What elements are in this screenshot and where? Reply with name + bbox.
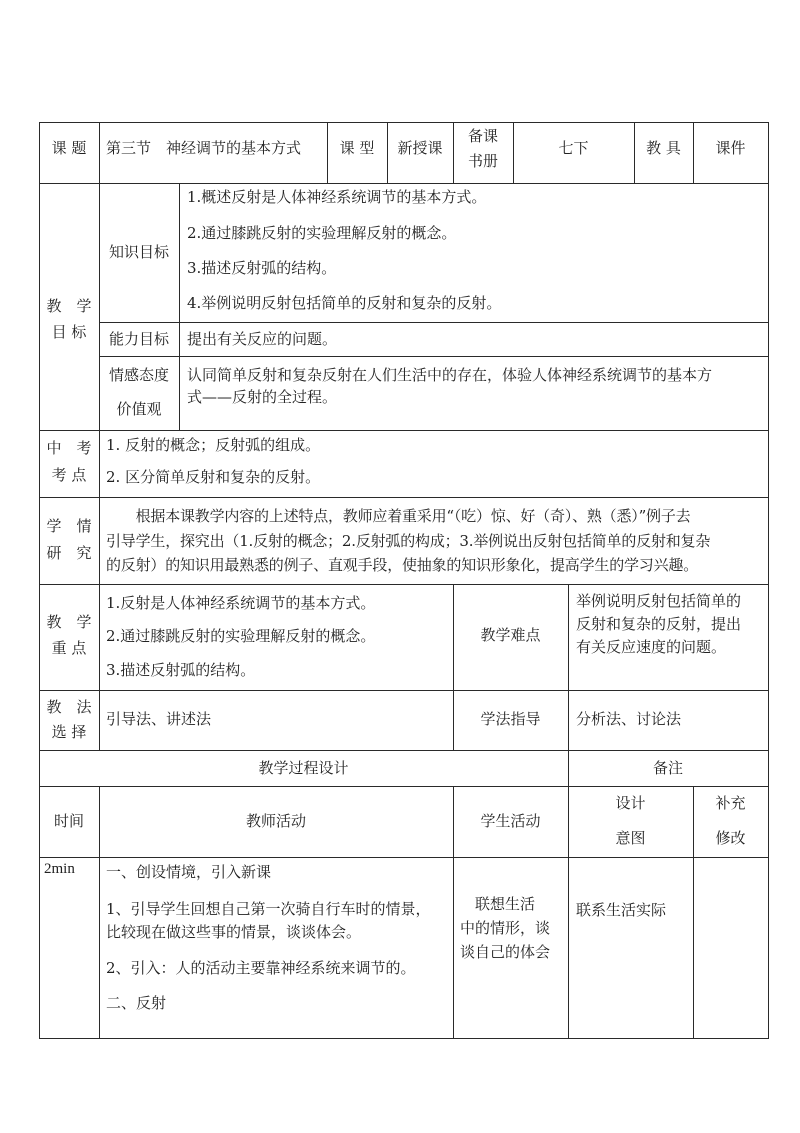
study-text: 根据本课教学内容的上述特点，教师应着重采用“（吃）惊、好（奇）、熟（悉）”例子去 bbox=[106, 507, 691, 525]
table-line bbox=[39, 1038, 769, 1039]
study-label: 研 究 bbox=[46, 544, 92, 562]
col-time: 时间 bbox=[53, 812, 84, 830]
kexing-label: 课 型 bbox=[339, 139, 375, 157]
teacher-activity: 二、反射 bbox=[106, 994, 167, 1012]
process-title: 教学过程设计 bbox=[258, 759, 349, 777]
knowledge-item: 3.描述反射弧的结构。 bbox=[187, 259, 337, 277]
knowledge-item: 1.概述反射是人体神经系统调节的基本方式。 bbox=[187, 188, 487, 206]
learn-method-label: 学法指导 bbox=[480, 710, 541, 728]
knowledge-item: 4.举例说明反射包括简单的反射和复杂的反射。 bbox=[187, 294, 502, 312]
methods-label: 选 择 bbox=[51, 723, 87, 741]
study-text: 引导学生，探究出（1.反射的概念；2.反射弧的构成；3.举例说出反射包括简单的反射和复杂 bbox=[106, 532, 711, 550]
table-line bbox=[39, 430, 769, 431]
keypoints-label: 重 点 bbox=[51, 639, 87, 657]
design-intent: 联系生活实际 bbox=[576, 901, 667, 919]
table-line bbox=[693, 786, 694, 1038]
beike-label: 书册 bbox=[467, 152, 498, 170]
jiaoju-label: 教 具 bbox=[646, 139, 681, 157]
difficulty-label: 教学难点 bbox=[480, 626, 541, 644]
col-design: 意图 bbox=[615, 829, 646, 847]
student-activity: 联想生活 bbox=[460, 895, 536, 913]
difficulty-text: 有关反应速度的问题。 bbox=[576, 638, 727, 656]
keypoint-item: 3.描述反射弧的结构。 bbox=[106, 661, 256, 679]
keypoint-item: 2.通过膝跳反射的实验理解反射的概念。 bbox=[106, 627, 376, 645]
exam-item: 1. 反射的概念；反射弧的组成。 bbox=[106, 436, 321, 454]
table-line bbox=[99, 322, 769, 323]
table-line bbox=[39, 497, 769, 498]
keti-value: 第三节 神经调节的基本方式 bbox=[106, 139, 302, 157]
learn-method-value: 分析法、讨论法 bbox=[576, 710, 682, 728]
notes-title: 备注 bbox=[652, 759, 683, 777]
exam-label: 考 点 bbox=[51, 466, 87, 484]
student-activity: 谈自己的体会 bbox=[460, 943, 551, 961]
attitude-text: 认同简单反射和复杂反射在人们生活中的存在，体验人体神经系统调节的基本方 bbox=[187, 366, 713, 384]
table-line bbox=[39, 584, 769, 585]
kexing-value: 新授课 bbox=[397, 139, 443, 157]
table-line bbox=[39, 690, 769, 691]
row-time: 2min bbox=[44, 861, 75, 877]
student-activity: 中的情形，谈 bbox=[460, 919, 551, 937]
col-design: 设计 bbox=[615, 794, 646, 812]
exam-item: 2. 区分简单反射和复杂的反射。 bbox=[106, 468, 321, 486]
teacher-activity: 比较现在做这些事的情景，谈谈体会。 bbox=[106, 923, 362, 941]
objectives-label: 目 标 bbox=[51, 323, 87, 341]
table-line bbox=[39, 857, 769, 858]
table-line bbox=[768, 122, 769, 1039]
col-student: 学生活动 bbox=[480, 812, 541, 830]
attitude-text: 式——反射的全过程。 bbox=[187, 388, 338, 406]
keypoint-item: 1.反射是人体神经系统调节的基本方式。 bbox=[106, 594, 376, 612]
study-label: 学 情 bbox=[46, 517, 92, 535]
table-line bbox=[39, 122, 40, 1039]
difficulty-text: 举例说明反射包括简单的 bbox=[576, 592, 742, 610]
table-line bbox=[39, 183, 769, 184]
teacher-activity: 一、创设情境，引入新课 bbox=[106, 863, 272, 881]
knowledge-item: 2.通过膝跳反射的实验理解反射的概念。 bbox=[187, 224, 457, 242]
teach-method-value: 引导法、讲述法 bbox=[106, 710, 212, 728]
ability-text: 提出有关反应的问题。 bbox=[187, 330, 338, 348]
table-line bbox=[99, 122, 100, 750]
ability-label: 能力目标 bbox=[108, 330, 169, 348]
col-supplement: 补充 bbox=[715, 794, 746, 812]
col-teacher: 教师活动 bbox=[245, 812, 306, 830]
table-line bbox=[99, 356, 769, 357]
teacher-activity: 2、引入：人的活动主要靠神经系统来调节的。 bbox=[106, 959, 416, 977]
col-supplement: 修改 bbox=[715, 829, 746, 847]
attitude-label: 情感态度 bbox=[108, 366, 169, 384]
jiaoju-value: 课件 bbox=[715, 139, 746, 157]
keti-label: 课 题 bbox=[51, 139, 87, 157]
beike-label: 备课 bbox=[467, 127, 498, 145]
table-line bbox=[39, 750, 769, 751]
exam-label: 中 考 bbox=[46, 439, 92, 457]
table-line bbox=[39, 786, 769, 787]
table-line bbox=[39, 122, 769, 123]
table-line bbox=[179, 183, 180, 430]
methods-label: 教 法 bbox=[46, 698, 92, 716]
study-text: 的反射）的知识用最熟悉的例子、直观手段，使抽象的知识形象化，提高学生的学习兴趣。 bbox=[106, 556, 699, 574]
teacher-activity: 1、引导学生回想自己第一次骑自行车时的情景， bbox=[106, 900, 431, 918]
objectives-label: 教 学 bbox=[46, 297, 92, 315]
difficulty-text: 反射和复杂的反射，提出 bbox=[576, 615, 742, 633]
attitude-label: 价值观 bbox=[116, 400, 162, 418]
keypoints-label: 教 学 bbox=[46, 613, 92, 631]
knowledge-label: 知识目标 bbox=[108, 243, 169, 261]
beike-value: 七下 bbox=[558, 139, 589, 157]
